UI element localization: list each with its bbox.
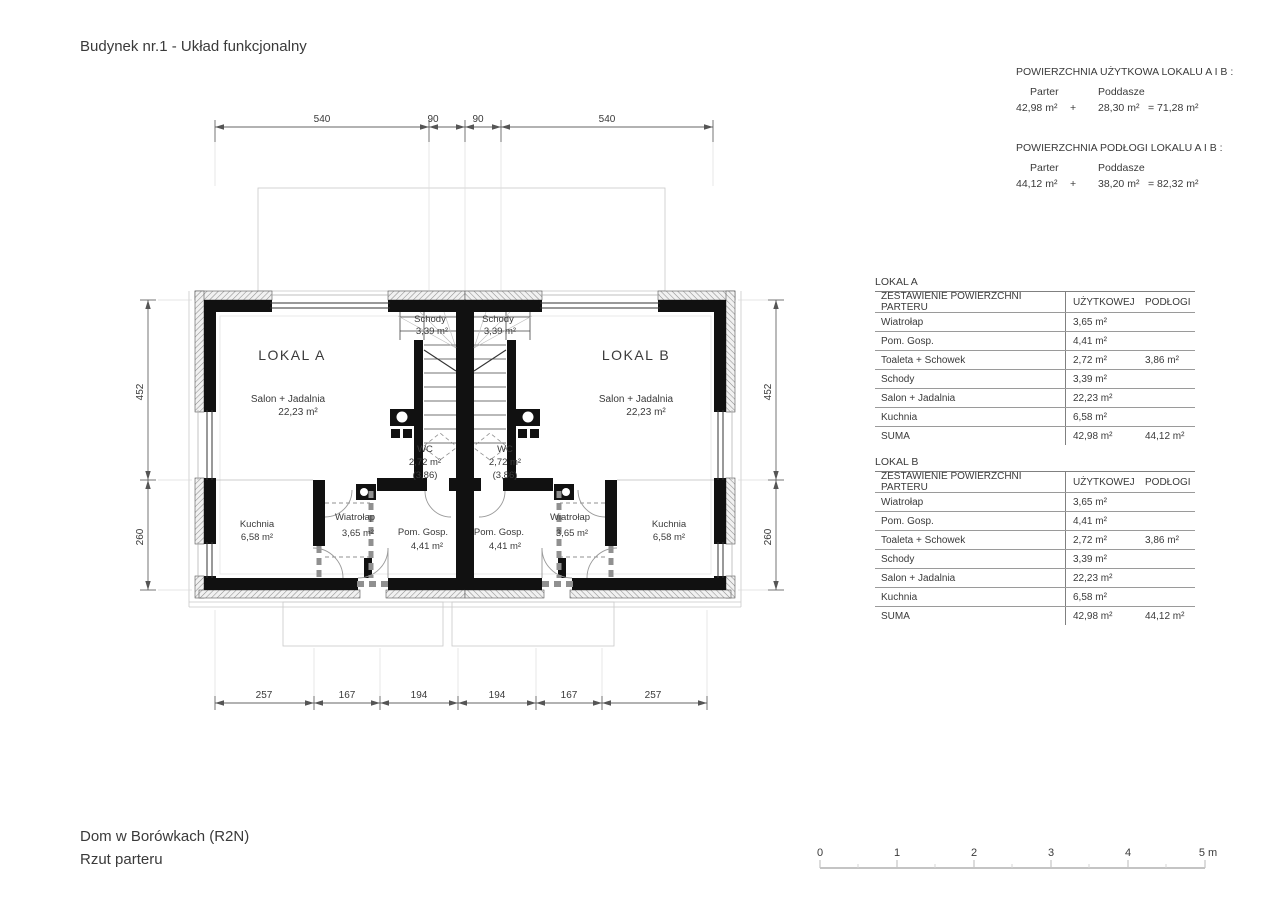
dim-label-right-1: 452 xyxy=(763,383,774,401)
summary-values xyxy=(1016,102,1246,118)
porch-outline-b xyxy=(452,602,614,646)
cell-uzytkowej: 6,58 m² xyxy=(1073,591,1107,603)
poddasze-label: Poddasze xyxy=(1098,86,1145,98)
table-row-suma xyxy=(875,427,1195,445)
room-label-wc-b-name: WC xyxy=(497,444,513,455)
scale-label-1: 1 xyxy=(893,847,901,859)
table-row xyxy=(875,351,1195,370)
dim-label-bottom-5: 167 xyxy=(560,690,578,701)
room-label-pomgosp-b-area: 4,41 m² xyxy=(488,541,522,552)
cell-name: Toaleta + Schowek xyxy=(875,351,1066,369)
room-label-pomgosp-b-name: Pom. Gosp. xyxy=(473,527,525,538)
cell-uzytkowej: 42,98 m² xyxy=(1073,610,1113,622)
dim-label-bottom-3: 194 xyxy=(410,690,428,701)
cell-uzytkowej: 3,39 m² xyxy=(1073,553,1107,565)
room-label-salon-b-name: Salon + Jadalnia xyxy=(598,394,674,405)
cell-uzytkowej: 2,72 m² xyxy=(1073,534,1107,546)
cell-name: Pom. Gosp. xyxy=(875,512,1066,530)
room-label-schody-a-name: Schody xyxy=(414,314,446,325)
area-summary-podlogi xyxy=(1016,142,1246,194)
summary-columns xyxy=(1016,162,1246,178)
cell-name: Kuchnia xyxy=(875,588,1066,606)
table-row xyxy=(875,493,1195,512)
cell-name: Wiatrołap xyxy=(875,493,1066,511)
cell-uzytkowej: 22,23 m² xyxy=(1073,572,1113,584)
dim-label-top-1: 540 xyxy=(313,114,331,125)
table-row-suma xyxy=(875,607,1195,625)
header-name: ZESTAWIENIE POWIERZCHNI PARTERU xyxy=(875,472,1066,492)
table-lokal-a xyxy=(875,291,1195,445)
footer-drawing-name: Rzut parteru xyxy=(80,851,163,868)
cell-uzytkowej: 4,41 m² xyxy=(1073,335,1107,347)
cell-uzytkowej: 3,65 m² xyxy=(1073,496,1107,508)
scale-bar xyxy=(817,847,1217,868)
dim-label-left-1: 452 xyxy=(135,383,146,401)
stair-break-line xyxy=(424,350,456,371)
scale-label-5: 5 m xyxy=(1198,847,1218,859)
table-title-lokal-a: LOKAL A xyxy=(875,276,918,288)
table-row xyxy=(875,550,1195,569)
cell-uzytkowej: 3,39 m² xyxy=(1073,373,1107,385)
table-row xyxy=(875,512,1195,531)
cell-uzytkowej: 22,23 m² xyxy=(1073,392,1113,404)
parter-value: 44,12 m² xyxy=(1016,178,1058,190)
dim-label-bottom-1: 257 xyxy=(255,690,273,701)
room-label-salon-b-area: 22,23 m² xyxy=(626,407,666,418)
poddasze-label: Poddasze xyxy=(1098,162,1145,174)
parter-value: 42,98 m² xyxy=(1016,102,1058,114)
cell-name: Salon + Jadalnia xyxy=(875,569,1066,587)
header-podlogi: PODŁOGI xyxy=(1145,476,1191,488)
area-summary-uzytkowa xyxy=(1016,66,1246,118)
room-label-kuchnia-b-area: 6,58 m² xyxy=(652,532,686,543)
total-value: = 82,32 m² xyxy=(1148,178,1199,190)
room-label-salon-a-name: Salon + Jadalnia xyxy=(250,394,326,405)
cell-name: SUMA xyxy=(875,607,1066,625)
room-label-kuchnia-a-name: Kuchnia xyxy=(239,519,275,530)
table-lokal-b xyxy=(875,471,1195,625)
table-title-lokal-b: LOKAL B xyxy=(875,456,919,468)
cell-uzytkowej: 42,98 m² xyxy=(1073,430,1113,442)
room-label-pomgosp-a-name: Pom. Gosp. xyxy=(397,527,449,538)
room-label-wc-a-floor: (3,86) xyxy=(412,470,438,481)
summary-values xyxy=(1016,178,1246,194)
cell-uzytkowej: 3,65 m² xyxy=(1073,316,1107,328)
scale-label-4: 4 xyxy=(1124,847,1132,859)
table-row xyxy=(875,588,1195,607)
cell-name: Schody xyxy=(875,370,1066,388)
room-label-wiatrolap-b-area: 3,65 m² xyxy=(555,528,589,539)
room-label-kuchnia-b-name: Kuchnia xyxy=(651,519,687,530)
room-label-wiatrolap-a-name: Wiatrołap xyxy=(334,512,376,523)
room-label-lokal-a: LOKAL A xyxy=(258,347,326,363)
dashed-partitions xyxy=(319,433,456,584)
dim-label-top-2: 90 xyxy=(427,114,439,125)
parter-label: Parter xyxy=(1030,86,1059,98)
plus-sign: + xyxy=(1070,178,1077,190)
cell-podlogi: 3,86 m² xyxy=(1145,534,1179,546)
poddasze-value: 38,20 m² xyxy=(1098,178,1140,190)
dim-label-right-2: 260 xyxy=(763,528,774,546)
cell-podlogi: 44,12 m² xyxy=(1145,610,1185,622)
scale-label-0: 0 xyxy=(816,847,824,859)
cell-name: Salon + Jadalnia xyxy=(875,389,1066,407)
room-label-pomgosp-a-area: 4,41 m² xyxy=(410,541,444,552)
room-label-kuchnia-a-area: 6,58 m² xyxy=(240,532,274,543)
table-row xyxy=(875,370,1195,389)
summary-columns xyxy=(1016,86,1246,102)
total-value: = 71,28 m² xyxy=(1148,102,1199,114)
scale-label-2: 2 xyxy=(970,847,978,859)
room-label-schody-a-area: 3,39 m² xyxy=(415,326,449,337)
page-title: Budynek nr.1 - Układ funkcjonalny xyxy=(80,38,307,55)
table-row xyxy=(875,313,1195,332)
table-row xyxy=(875,332,1195,351)
porch-outline-a xyxy=(283,602,443,646)
dim-label-top-3: 90 xyxy=(472,114,484,125)
table-row xyxy=(875,408,1195,427)
poddasze-value: 28,30 m² xyxy=(1098,102,1140,114)
cell-name: Wiatrołap xyxy=(875,313,1066,331)
room-label-salon-a-area: 22,23 m² xyxy=(278,407,318,418)
footer-project-name: Dom w Borówkach (R2N) xyxy=(80,828,250,845)
cell-uzytkowej: 2,72 m² xyxy=(1073,354,1107,366)
cell-podlogi: 3,86 m² xyxy=(1145,354,1179,366)
header-podlogi: PODŁOGI xyxy=(1145,296,1191,308)
room-label-wiatrolap-b-name: Wiatrołap xyxy=(549,512,591,523)
room-label-wc-b-floor: (3,86) xyxy=(492,470,518,481)
summary-title: POWIERZCHNIA UŻYTKOWA LOKALU A I B : xyxy=(1016,66,1234,78)
dim-label-bottom-6: 257 xyxy=(644,690,662,701)
room-label-lokal-b: LOKAL B xyxy=(601,347,671,363)
cell-uzytkowej: 4,41 m² xyxy=(1073,515,1107,527)
table-row xyxy=(875,569,1195,588)
dim-label-bottom-2: 167 xyxy=(338,690,356,701)
room-label-wc-a-name: WC xyxy=(417,444,433,455)
dim-label-left-2: 260 xyxy=(135,528,146,546)
parter-label: Parter xyxy=(1030,162,1059,174)
plus-sign: + xyxy=(1070,102,1077,114)
cell-podlogi: 44,12 m² xyxy=(1145,430,1185,442)
cell-name: SUMA xyxy=(875,427,1066,445)
scale-label-3: 3 xyxy=(1047,847,1055,859)
room-label-wc-a-area: 2,72 m² xyxy=(408,457,442,468)
cell-name: Pom. Gosp. xyxy=(875,332,1066,350)
room-label-wc-b-area: 2,72 m² xyxy=(488,457,522,468)
dim-label-bottom-4: 194 xyxy=(488,690,506,701)
cell-name: Toaleta + Schowek xyxy=(875,531,1066,549)
header-name: ZESTAWIENIE POWIERZCHNI PARTERU xyxy=(875,292,1066,312)
room-label-schody-b-area: 3,39 m² xyxy=(483,326,517,337)
room-label-wiatrolap-a-area: 3,65 m² xyxy=(341,528,375,539)
cell-name: Kuchnia xyxy=(875,408,1066,426)
room-label-schody-b-name: Schody xyxy=(482,314,514,325)
table-row xyxy=(875,531,1195,550)
terrace-outline xyxy=(258,188,665,291)
table-header xyxy=(875,292,1195,313)
cell-uzytkowej: 6,58 m² xyxy=(1073,411,1107,423)
dim-label-top-4: 540 xyxy=(598,114,616,125)
summary-title: POWIERZCHNIA PODŁOGI LOKALU A I B : xyxy=(1016,142,1223,154)
dimension-labels xyxy=(135,114,774,701)
header-uzytkowej: UŻYTKOWEJ xyxy=(1073,476,1135,488)
table-row xyxy=(875,389,1195,408)
header-uzytkowej: UŻYTKOWEJ xyxy=(1073,296,1135,308)
cell-name: Schody xyxy=(875,550,1066,568)
table-header xyxy=(875,472,1195,493)
